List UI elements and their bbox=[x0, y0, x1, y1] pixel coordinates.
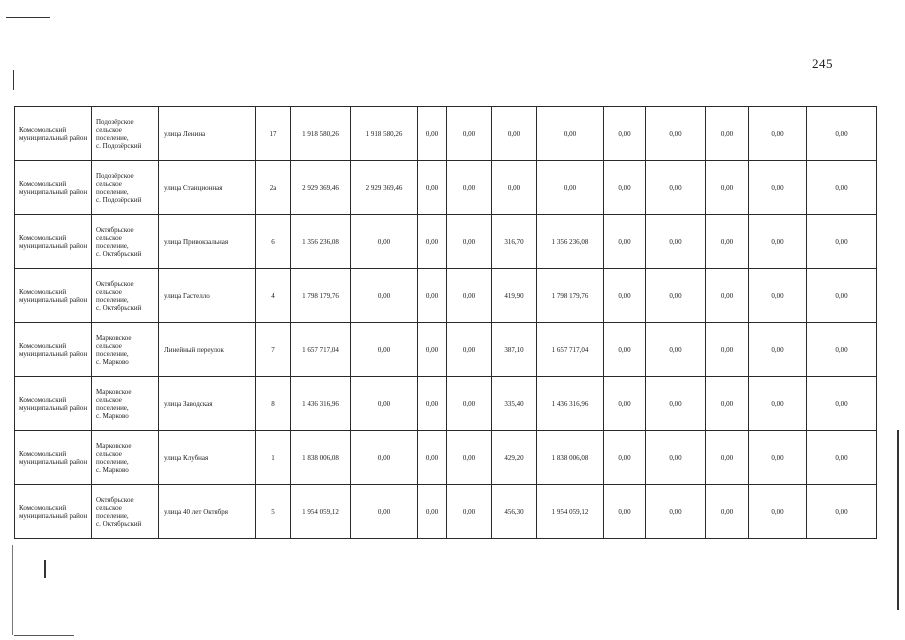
total-cost-cell: 1 918 580,26 bbox=[291, 107, 351, 161]
settlement-line: поселение, bbox=[96, 241, 129, 250]
value-cell: 0,00 bbox=[646, 161, 706, 215]
value-cell: 1 436 316,96 bbox=[537, 377, 604, 431]
settlement-line: Подозёрское bbox=[96, 117, 134, 126]
total-cost-cell: 2 929 369,46 bbox=[291, 161, 351, 215]
street-cell: улица 40 лет Октября bbox=[159, 485, 256, 539]
area-cell: 0,00 bbox=[492, 107, 537, 161]
settlement-line: с. Марково bbox=[96, 411, 129, 420]
total-cost-cell: 1 954 059,12 bbox=[291, 485, 351, 539]
value-cell: 0,00 bbox=[447, 485, 492, 539]
value-cell: 0,00 bbox=[447, 215, 492, 269]
district-cell: Комсомольский муниципальный район bbox=[15, 161, 92, 215]
settlement-line: Марковское bbox=[96, 387, 132, 396]
value-cell: 0,00 bbox=[604, 269, 646, 323]
settlement-line: Марковское bbox=[96, 333, 132, 342]
settlement-cell bbox=[92, 215, 159, 269]
value-cell: 0,00 bbox=[604, 323, 646, 377]
settlement-line: Октябрьское bbox=[96, 495, 134, 504]
settlement-line: сельское bbox=[96, 341, 122, 350]
table-row bbox=[15, 215, 877, 269]
scan-mark-left-bar bbox=[44, 560, 46, 578]
settlement-line: сельское bbox=[96, 179, 122, 188]
settlement-line: Октябрьское bbox=[96, 279, 134, 288]
value-cell: 0,00 bbox=[807, 161, 877, 215]
value-cell: 0,00 bbox=[807, 431, 877, 485]
value-cell: 0,00 bbox=[604, 161, 646, 215]
street-cell: улица Клубная bbox=[159, 431, 256, 485]
settlement-line: поселение, bbox=[96, 349, 129, 358]
settlement-line: с. Марково bbox=[96, 465, 129, 474]
house-number-cell: 5 bbox=[256, 485, 291, 539]
value-cell: 0,00 bbox=[447, 323, 492, 377]
data-table bbox=[14, 106, 877, 539]
value-cell: 0,00 bbox=[418, 431, 447, 485]
settlement-line: поселение, bbox=[96, 295, 129, 304]
value-cell: 0,00 bbox=[447, 377, 492, 431]
value-cell: 0,00 bbox=[807, 269, 877, 323]
page-number: 245 bbox=[812, 56, 833, 71]
total-cost-cell: 1 356 236,08 bbox=[291, 215, 351, 269]
value-cell: 0,00 bbox=[418, 269, 447, 323]
scan-mark-right-bar bbox=[897, 430, 899, 610]
area-cell: 316,70 bbox=[492, 215, 537, 269]
scan-mark-bottom-line bbox=[14, 635, 74, 636]
value-cell: 0,00 bbox=[351, 269, 418, 323]
value-cell: 0,00 bbox=[351, 377, 418, 431]
street-cell: Линейный переулок bbox=[159, 323, 256, 377]
settlement-line: с. Подозёрский bbox=[96, 195, 142, 204]
settlement-line: поселение, bbox=[96, 511, 129, 520]
house-number-cell: 6 bbox=[256, 215, 291, 269]
value-cell: 1 838 006,08 bbox=[537, 431, 604, 485]
table-row bbox=[15, 431, 877, 485]
settlement-cell bbox=[92, 485, 159, 539]
settlement-line: поселение, bbox=[96, 187, 129, 196]
table-row bbox=[15, 485, 877, 539]
settlement-line: с. Октябрьский bbox=[96, 249, 142, 258]
settlement-line: Октябрьское bbox=[96, 225, 134, 234]
value-cell: 0,00 bbox=[807, 323, 877, 377]
value-cell: 0,00 bbox=[447, 161, 492, 215]
house-number-cell: 8 bbox=[256, 377, 291, 431]
area-cell: 456,30 bbox=[492, 485, 537, 539]
value-cell: 0,00 bbox=[706, 431, 749, 485]
value-cell: 0,00 bbox=[646, 323, 706, 377]
value-cell: 1 918 580,26 bbox=[351, 107, 418, 161]
settlement-line: сельское bbox=[96, 233, 122, 242]
settlement-line: сельское bbox=[96, 449, 122, 458]
district-cell: Комсомольский муниципальный район bbox=[15, 431, 92, 485]
table-row bbox=[15, 377, 877, 431]
value-cell: 0,00 bbox=[537, 161, 604, 215]
value-cell: 0,00 bbox=[604, 377, 646, 431]
value-cell: 0,00 bbox=[351, 485, 418, 539]
settlement-line: сельское bbox=[96, 287, 122, 296]
value-cell: 0,00 bbox=[351, 431, 418, 485]
settlement-cell bbox=[92, 107, 159, 161]
total-cost-cell: 1 436 316,96 bbox=[291, 377, 351, 431]
settlement-line: Марковское bbox=[96, 441, 132, 450]
settlement-line: сельское bbox=[96, 503, 122, 512]
value-cell: 0,00 bbox=[351, 215, 418, 269]
settlement-line: поселение, bbox=[96, 457, 129, 466]
value-cell: 0,00 bbox=[604, 215, 646, 269]
table-row bbox=[15, 161, 877, 215]
value-cell: 0,00 bbox=[604, 107, 646, 161]
value-cell: 0,00 bbox=[706, 161, 749, 215]
value-cell: 0,00 bbox=[749, 431, 807, 485]
street-cell: улица Гастелло bbox=[159, 269, 256, 323]
value-cell: 0,00 bbox=[706, 107, 749, 161]
value-cell: 0,00 bbox=[418, 485, 447, 539]
value-cell: 0,00 bbox=[646, 215, 706, 269]
house-number-cell: 7 bbox=[256, 323, 291, 377]
table-row bbox=[15, 107, 877, 161]
district-cell: Комсомольский муниципальный район bbox=[15, 485, 92, 539]
settlement-line: с. Подозёрский bbox=[96, 141, 142, 150]
value-cell: 0,00 bbox=[537, 107, 604, 161]
value-cell: 2 929 369,46 bbox=[351, 161, 418, 215]
settlement-cell bbox=[92, 323, 159, 377]
value-cell: 0,00 bbox=[749, 377, 807, 431]
table-row bbox=[15, 269, 877, 323]
value-cell: 0,00 bbox=[706, 377, 749, 431]
street-cell: улица Привокзальная bbox=[159, 215, 256, 269]
district-cell: Комсомольский муниципальный район bbox=[15, 269, 92, 323]
value-cell: 0,00 bbox=[646, 377, 706, 431]
value-cell: 0,00 bbox=[749, 215, 807, 269]
value-cell: 0,00 bbox=[706, 485, 749, 539]
scan-mark-left-tick bbox=[13, 70, 14, 90]
value-cell: 0,00 bbox=[418, 107, 447, 161]
value-cell: 0,00 bbox=[706, 215, 749, 269]
settlement-cell bbox=[92, 431, 159, 485]
settlement-line: с. Октябрьский bbox=[96, 519, 142, 528]
value-cell: 0,00 bbox=[646, 431, 706, 485]
settlement-line: сельское bbox=[96, 125, 122, 134]
district-cell: Комсомольский муниципальный район bbox=[15, 107, 92, 161]
value-cell: 0,00 bbox=[749, 485, 807, 539]
settlement-line: сельское bbox=[96, 395, 122, 404]
value-cell: 0,00 bbox=[418, 377, 447, 431]
value-cell: 0,00 bbox=[418, 323, 447, 377]
value-cell: 0,00 bbox=[749, 161, 807, 215]
value-cell: 0,00 bbox=[807, 485, 877, 539]
value-cell: 0,00 bbox=[807, 377, 877, 431]
value-cell: 1 356 236,08 bbox=[537, 215, 604, 269]
settlement-cell bbox=[92, 377, 159, 431]
value-cell: 0,00 bbox=[749, 323, 807, 377]
settlement-line: поселение, bbox=[96, 403, 129, 412]
value-cell: 0,00 bbox=[646, 485, 706, 539]
value-cell: 0,00 bbox=[749, 107, 807, 161]
value-cell: 0,00 bbox=[604, 485, 646, 539]
value-cell: 0,00 bbox=[807, 215, 877, 269]
settlement-line: с. Октябрьский bbox=[96, 303, 142, 312]
value-cell: 0,00 bbox=[447, 107, 492, 161]
value-cell: 1 657 717,04 bbox=[537, 323, 604, 377]
district-cell: Комсомольский муниципальный район bbox=[15, 215, 92, 269]
settlement-line: с. Марково bbox=[96, 357, 129, 366]
street-cell: улица Заводская bbox=[159, 377, 256, 431]
value-cell: 0,00 bbox=[646, 269, 706, 323]
house-number-cell: 17 bbox=[256, 107, 291, 161]
value-cell: 0,00 bbox=[749, 269, 807, 323]
house-number-cell: 2а bbox=[256, 161, 291, 215]
value-cell: 0,00 bbox=[706, 323, 749, 377]
value-cell: 0,00 bbox=[351, 323, 418, 377]
value-cell: 0,00 bbox=[447, 431, 492, 485]
settlement-cell bbox=[92, 269, 159, 323]
value-cell: 1 954 059,12 bbox=[537, 485, 604, 539]
total-cost-cell: 1 838 006,08 bbox=[291, 431, 351, 485]
value-cell: 0,00 bbox=[807, 107, 877, 161]
area-cell: 429,20 bbox=[492, 431, 537, 485]
district-cell: Комсомольский муниципальный район bbox=[15, 377, 92, 431]
settlement-line: поселение, bbox=[96, 133, 129, 142]
value-cell: 1 798 179,76 bbox=[537, 269, 604, 323]
scan-mark-top-line bbox=[6, 17, 50, 18]
area-cell: 419,90 bbox=[492, 269, 537, 323]
value-cell: 0,00 bbox=[604, 431, 646, 485]
house-number-cell: 4 bbox=[256, 269, 291, 323]
scan-mark-left-dash bbox=[12, 545, 13, 635]
area-cell: 0,00 bbox=[492, 161, 537, 215]
street-cell: улица Ленина bbox=[159, 107, 256, 161]
value-cell: 0,00 bbox=[447, 269, 492, 323]
value-cell: 0,00 bbox=[646, 107, 706, 161]
value-cell: 0,00 bbox=[418, 215, 447, 269]
value-cell: 0,00 bbox=[706, 269, 749, 323]
district-cell: Комсомольский муниципальный район bbox=[15, 323, 92, 377]
settlement-line: Подозёрское bbox=[96, 171, 134, 180]
total-cost-cell: 1 657 717,04 bbox=[291, 323, 351, 377]
table-row bbox=[15, 323, 877, 377]
area-cell: 387,10 bbox=[492, 323, 537, 377]
total-cost-cell: 1 798 179,76 bbox=[291, 269, 351, 323]
area-cell: 335,40 bbox=[492, 377, 537, 431]
house-number-cell: 1 bbox=[256, 431, 291, 485]
settlement-cell bbox=[92, 161, 159, 215]
street-cell: улица Станционная bbox=[159, 161, 256, 215]
value-cell: 0,00 bbox=[418, 161, 447, 215]
